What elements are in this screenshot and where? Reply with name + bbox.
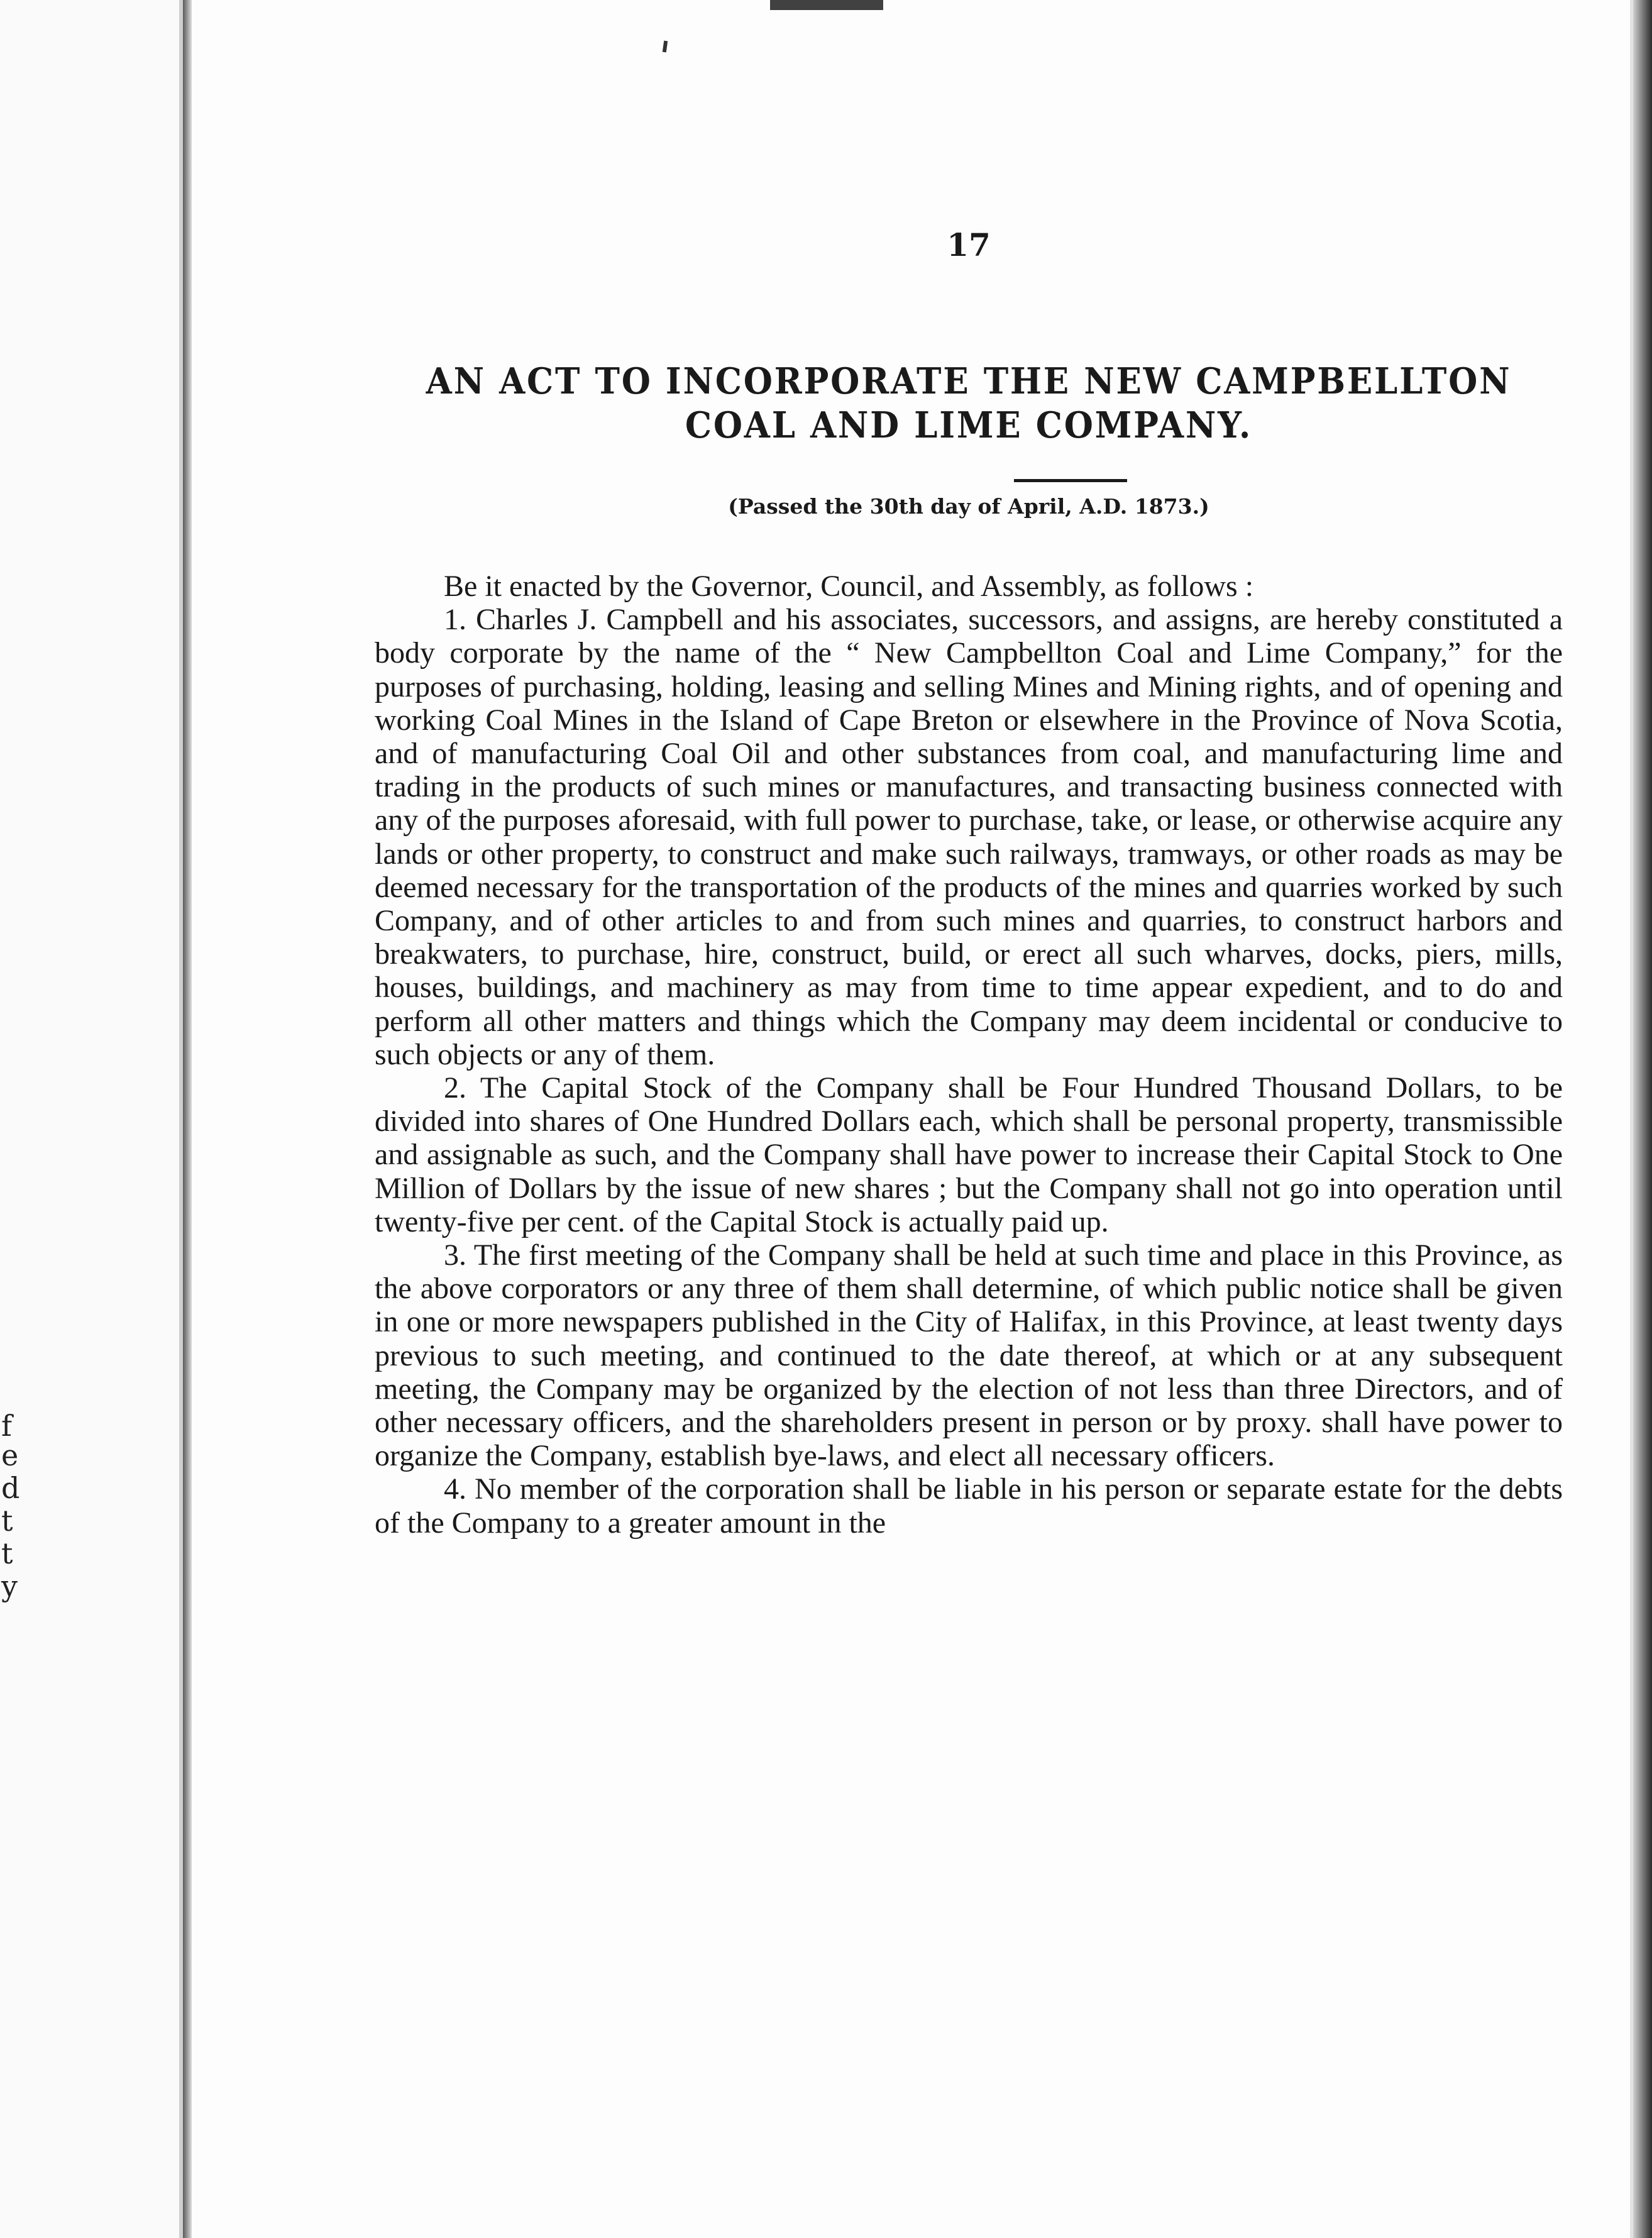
margin-fragment: f <box>1 1409 13 1443</box>
section-1: 1. Charles J. Campbell and his associates, successors, and assigns, are hereby constituted a body corporate by the name of the “ New Campbellton Coal and Lime Company,” for the purposes of purchasing, holding, leasing and selling Mines and Mining rights, and of opening and working Coal Mines in the Island of Cape Breton or elsewhere in the Province of Nova Scotia, and of manufacturing Coal Oil and other substances from coal, and manufacturing lime and trading in the products of such mines or manufactures, and transacting business connected with any of the purposes aforesaid, with full power to purchase, take, or lease, or otherwise acquire any lands or other property, to construct and make such railways, tramways, or other roads as may be deemed necessary for the transportation of the products of the mines and quarries worked by such Company, and of other articles to and from such mines and quarries, to construct harbors and breakwaters, to purchase, hire, construct, build, or erect all such wharves, docks, piers, mills, houses, buildings, and machinery as may from time to time appear expedient, and to do and perform all other matters and things which the Company may deem incidental or conducive to such objects or any of them. <box>375 603 1563 1071</box>
margin-fragment: d <box>1 1471 20 1505</box>
passed-date: (Passed the 30th day of April, A.D. 1873.) <box>728 494 1209 519</box>
right-page <box>192 0 1635 2238</box>
margin-fragment: y <box>1 1569 18 1603</box>
page-edge <box>1633 0 1652 2238</box>
section-3: 3. The first meeting of the Company shall be held at such time and place in this Province, as the above corporators or any three of them shall determine, of which public notice shall be given in one or more newspapers published in the City of Halifax, in this Province, at least twenty days previous to such meeting, and continued to the date thereof, at which or at any subsequent meeting, the Company may be organized by the election of not less than three Directors, and of other necessary officers, and the shareholders present in person or by proxy. shall have power to organize the Company, establish bye-laws, and elect all necessary officers. <box>375 1238 1563 1473</box>
section-2: 2. The Capital Stock of the Company shall be Four Hundred Thousand Dollars, to be divided into shares of One Hundred Dollars each, which shall be personal property, transmissible and assignable as such, and the Company shall have power to increase their Capital Stock to One Million of Dollars by the issue of new shares ; but the Company shall not go into operation until twenty-five per cent. of the Capital Stock is actually paid up. <box>375 1071 1563 1238</box>
act-title <box>416 360 1521 448</box>
margin-fragment: e <box>1 1438 19 1472</box>
page-number: 17 <box>947 226 991 263</box>
margin-fragment: t <box>1 1536 13 1570</box>
enacting-clause: Be it enacted by the Governor, Council, and Assembly, as follows : <box>444 570 1254 603</box>
act-title-line-1: AN ACT TO INCORPORATE THE NEW CAMPBELLTON <box>426 360 1512 402</box>
title-divider <box>1014 479 1127 482</box>
section-4: 4. No member of the corporation shall be liable in his person or separate estate for the debts of the Company to a greater amount in the <box>375 1472 1563 1540</box>
book-gutter <box>183 0 192 2238</box>
act-body <box>375 570 1563 1540</box>
scan-artifact <box>770 0 883 10</box>
left-page <box>0 0 183 2238</box>
margin-fragment: t <box>1 1504 13 1538</box>
scan-mark <box>663 41 668 53</box>
act-title-line-2: COAL AND LIME COMPANY. <box>685 404 1253 446</box>
left-margin-fragments <box>0 0 20 2238</box>
